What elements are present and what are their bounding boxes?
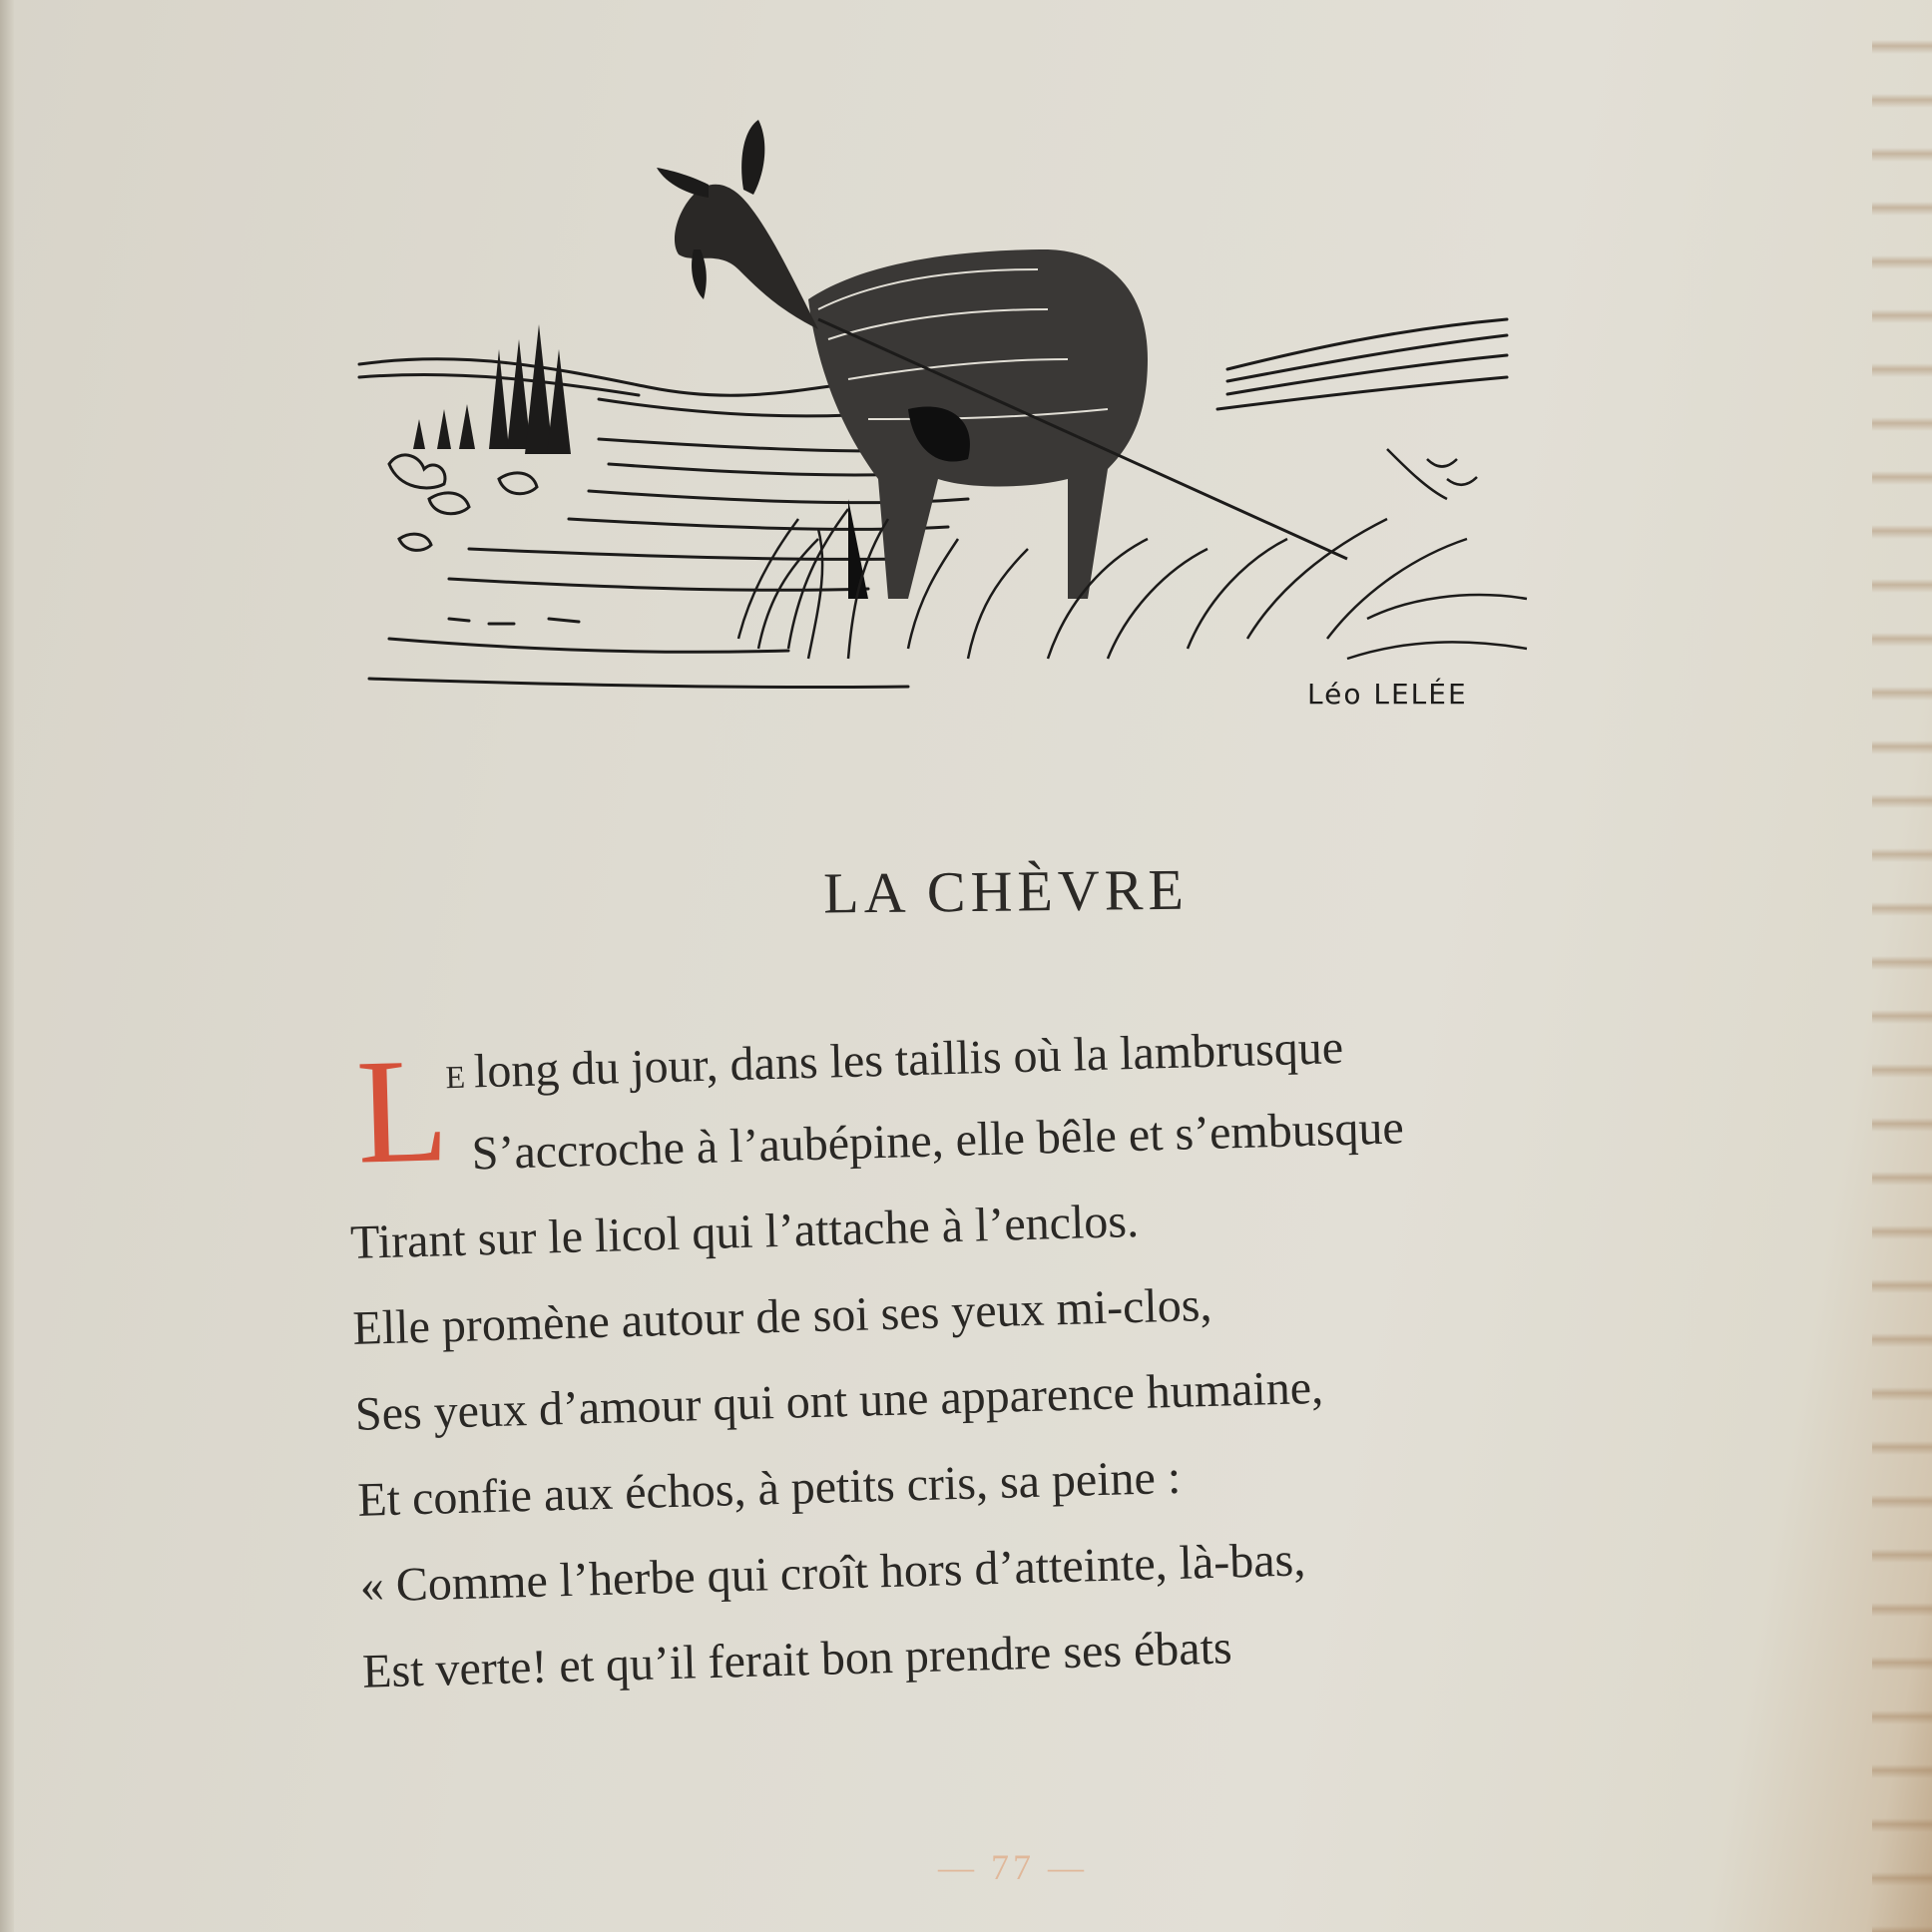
trees-icon — [413, 324, 571, 454]
poem-line-3: Tirant sur le licol qui l’attache à l’enclos. — [349, 1194, 1140, 1269]
page-number: — 77 — — [938, 1847, 1088, 1887]
poem-line-5: Ses yeux d’amour qui ont une apparence humaine, — [354, 1360, 1324, 1441]
poem-line-4: Elle promène autour de soi ses yeux mi-clos, — [351, 1277, 1213, 1355]
poem-line-7: « Comme l’herbe qui croît hors d’atteinte, là-bas, — [359, 1533, 1306, 1613]
page-gutter — [0, 0, 14, 1932]
poem-title: LA CHÈVRE — [822, 856, 1190, 926]
page-edge-foxing — [1872, 0, 1932, 1932]
illustration-signature: Léo LELÉE — [1307, 678, 1468, 709]
poem-body — [345, 1021, 1642, 1698]
goat-illustration — [349, 120, 1537, 709]
poem-line-6: Et confie aux échos, à petits cris, sa peine : — [356, 1450, 1182, 1527]
poem-line-1-text: long du jour, dans les taillis où la lambrusque — [473, 1021, 1344, 1099]
poem-line-2: S’accroche à l’aubépine, elle bêle et s’embusque — [470, 1101, 1405, 1181]
poem-line-1 — [445, 1020, 1344, 1100]
poem-line-8: Est verte! et qu’il ferait bon prendre ses ébats — [361, 1621, 1233, 1698]
drop-cap: L — [354, 1027, 451, 1196]
small-cap: E — [445, 1058, 467, 1096]
